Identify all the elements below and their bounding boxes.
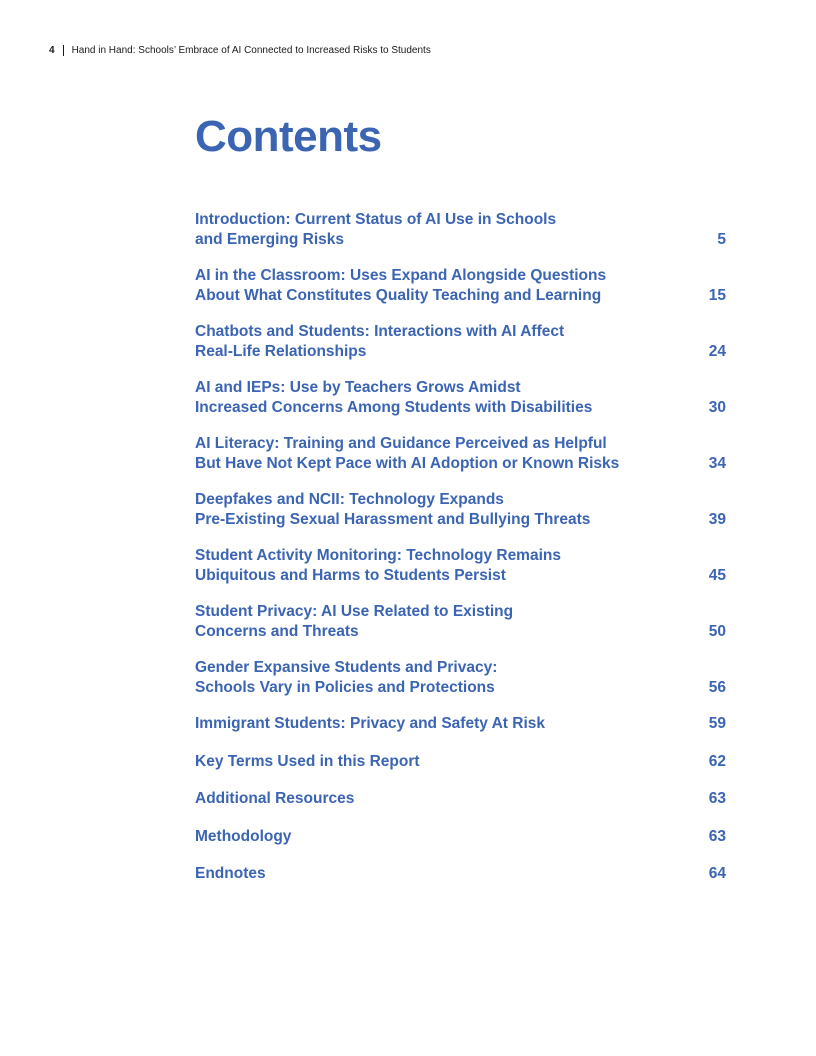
toc-entry-title-line: Concerns and Threats [195, 622, 359, 640]
toc-entry-page-number: 63 [708, 790, 726, 807]
toc-entry-page-number: 30 [708, 398, 726, 416]
report-title: Hand in Hand: Schools’ Embrace of AI Connected to Increased Risks to Students [71, 45, 431, 56]
toc-entry-page-number: 63 [708, 827, 726, 845]
page-number: 4 [49, 45, 55, 56]
toc-entry-title [195, 752, 420, 772]
toc-entry[interactable] [195, 752, 726, 772]
toc-entry-page-number: 45 [708, 566, 726, 584]
running-header [49, 45, 431, 56]
toc-entry-title [195, 827, 291, 847]
toc-entry[interactable] [195, 827, 726, 847]
toc-entry[interactable] [195, 546, 726, 585]
toc-entry-title [195, 490, 590, 529]
toc-entry-title-line: and Emerging Risks [195, 230, 345, 248]
header-divider [63, 45, 64, 56]
toc-entry-title-line: Student Privacy: AI Use Related to Existing [195, 603, 514, 620]
toc-entry-title [195, 210, 556, 249]
toc-entry-title-line: Deepfakes and NCII: Technology Expands [195, 491, 504, 508]
toc-entry-page-number: 62 [708, 752, 726, 770]
toc-entry-title-line: Chatbots and Students: Interactions with AI Affect [195, 323, 565, 340]
toc-entry-title-line: Endnotes [195, 865, 266, 882]
toc-entry-title-line: Real-Life Relationships [195, 342, 367, 360]
toc-entry-page-number: 50 [708, 622, 726, 640]
toc-entry-title-line: About What Constitutes Quality Teaching and Learning [195, 286, 602, 304]
page-title: Contents [195, 112, 382, 161]
toc-entry-title-line: AI Literacy: Training and Guidance Perceived as Helpful [195, 435, 607, 452]
toc-entry-title-line: Student Activity Monitoring: Technology Remains [195, 547, 561, 564]
toc-entry-title-line: Immigrant Students: Privacy and Safety At Risk [195, 715, 545, 732]
toc-entry[interactable] [195, 322, 726, 361]
toc-entry-title-line: AI in the Classroom: Uses Expand Alongside Questions [195, 267, 607, 284]
toc-entry[interactable] [195, 864, 726, 884]
toc-entry-page-number: 15 [708, 286, 726, 304]
toc-entry[interactable] [195, 210, 726, 249]
toc-entry-title [195, 789, 354, 809]
toc-entry-title [195, 602, 513, 641]
toc-entry-title-line: Pre-Existing Sexual Harassment and Bullying Threats [195, 510, 591, 528]
toc-entry[interactable] [195, 266, 726, 305]
toc-entry-title [195, 266, 606, 305]
toc-entry-title [195, 864, 266, 884]
toc-entry-title-line: Gender Expansive Students and Privacy: [195, 659, 498, 676]
toc-entry-page-number: 39 [708, 510, 726, 528]
toc-entry-page-number: 34 [708, 454, 726, 472]
toc-entry-title [195, 322, 564, 361]
toc-entry-page-number: 5 [717, 230, 726, 248]
toc-entry-title-line: Schools Vary in Policies and Protections [195, 678, 495, 696]
toc-entry[interactable] [195, 714, 726, 734]
toc-entry-title [195, 658, 497, 697]
toc-entry[interactable] [195, 490, 726, 529]
table-of-contents [195, 210, 726, 902]
toc-entry-title [195, 434, 619, 473]
toc-entry[interactable] [195, 789, 726, 809]
toc-entry[interactable] [195, 434, 726, 473]
toc-entry-page-number: 64 [708, 865, 726, 882]
toc-entry-title [195, 378, 592, 417]
toc-entry[interactable] [195, 658, 726, 697]
toc-entry-title [195, 546, 561, 585]
toc-entry-title-line: Additional Resources [195, 790, 355, 807]
toc-entry-page-number: 59 [708, 715, 726, 732]
toc-entry-title [195, 714, 545, 734]
toc-entry-title-line: Introduction: Current Status of AI Use in Schools [195, 211, 557, 228]
toc-entry-title-line: But Have Not Kept Pace with AI Adoption or Known Risks [195, 454, 620, 472]
toc-entry-title-line: Methodology [195, 827, 292, 845]
toc-entry-title-line: Increased Concerns Among Students with Disabilities [195, 398, 593, 416]
toc-entry-page-number: 56 [708, 678, 726, 696]
toc-entry-title-line: Ubiquitous and Harms to Students Persist [195, 566, 506, 584]
toc-entry-title-line: Key Terms Used in this Report [195, 752, 420, 770]
toc-entry-title-line: AI and IEPs: Use by Teachers Grows Amidst [195, 379, 521, 396]
toc-entry[interactable] [195, 378, 726, 417]
toc-entry[interactable] [195, 602, 726, 641]
toc-entry-page-number: 24 [708, 342, 726, 360]
